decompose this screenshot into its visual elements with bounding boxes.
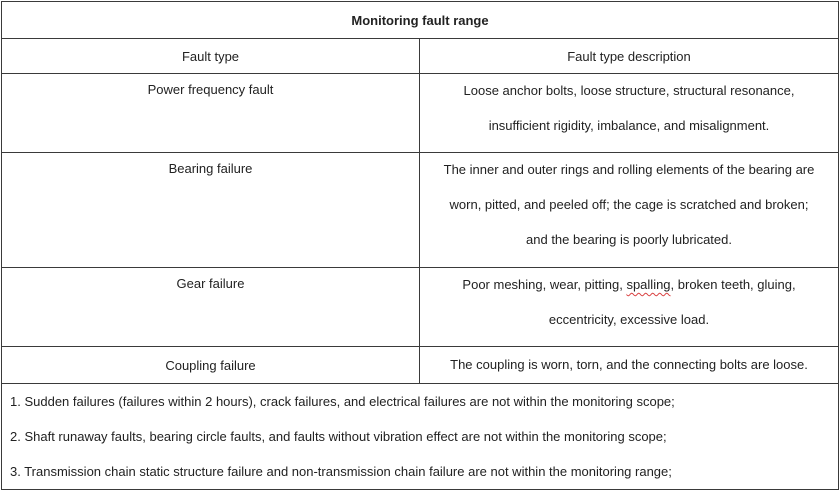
fault-type-cell [2, 347, 420, 384]
fault-type-cell [2, 153, 420, 268]
fault-type-label: Bearing failure [168, 161, 253, 176]
fault-range-table [1, 1, 839, 490]
note-item: 3. Transmission chain static structure failure and non-transmission chain failure are not within the monitoring range; [10, 464, 672, 479]
fault-type-cell [2, 74, 420, 153]
notes-cell [2, 384, 839, 490]
description-line: The inner and outer rings and rolling elements of the bearing are [443, 162, 815, 177]
description-line: insufficient rigidity, imbalance, and misalignment. [488, 118, 770, 133]
spellcheck-flagged-word: spalling [626, 277, 671, 292]
table-row [2, 74, 839, 153]
description-line: eccentricity, excessive load. [548, 312, 710, 327]
description-line: and the bearing is poorly lubricated. [526, 232, 732, 247]
note-item: 2. Shaft runaway faults, bearing circle faults, and faults without vibration effect are not within the monitoring scope; [10, 429, 667, 444]
fault-type-label: Coupling failure [165, 357, 256, 373]
description-line [420, 268, 838, 302]
description-text: , broken teeth, gluing, [670, 277, 796, 292]
table-title: Monitoring fault range [2, 2, 839, 39]
table-row [2, 153, 839, 268]
fault-type-cell [2, 268, 420, 347]
fault-description-cell [420, 347, 839, 384]
description-line: The coupling is worn, torn, and the connecting bolts are loose. [450, 357, 808, 372]
table-row [2, 268, 839, 347]
header-fault-description: Fault type description [420, 39, 839, 74]
fault-description-cell [420, 153, 839, 268]
fault-description-cell [420, 74, 839, 153]
fault-description-cell [420, 268, 839, 347]
description-line: worn, pitted, and peeled off; the cage is scratched and broken; [449, 197, 809, 212]
description-text: Poor meshing, wear, pitting, [462, 277, 627, 292]
fault-type-label: Power frequency fault [147, 82, 274, 97]
description-line: Loose anchor bolts, loose structure, structural resonance, [463, 83, 795, 98]
header-fault-type: Fault type [2, 39, 420, 74]
notes-row [2, 384, 839, 490]
note-item: 1. Sudden failures (failures within 2 hours), crack failures, and electrical failures are not within the monitoring scope; [10, 394, 675, 409]
fault-type-label: Gear failure [176, 276, 245, 291]
table-row [2, 347, 839, 384]
